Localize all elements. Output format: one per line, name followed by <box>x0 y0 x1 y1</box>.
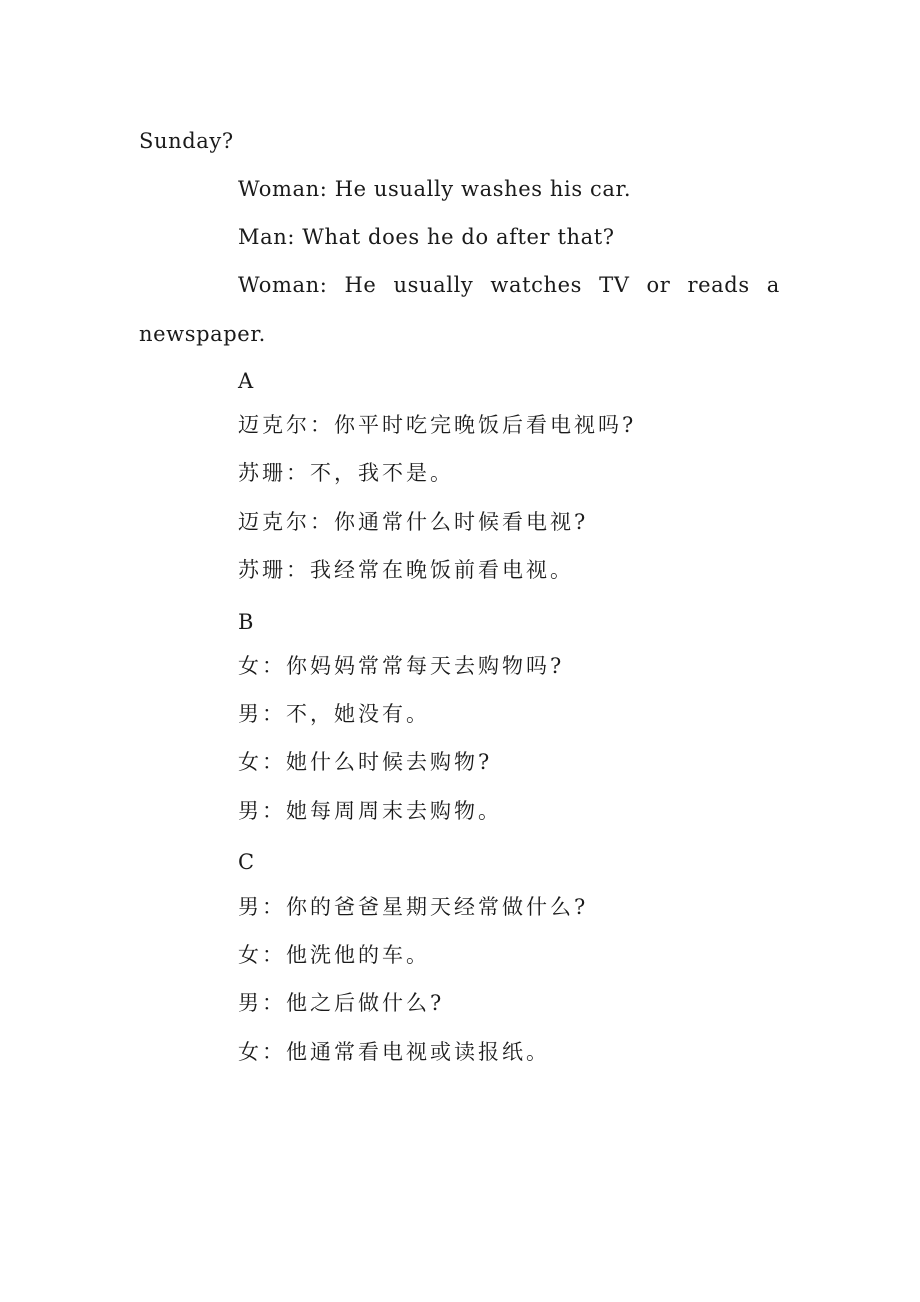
dialogue-line-c2: 女：他洗他的车。 <box>238 943 430 967</box>
section-label-c: C <box>238 850 255 874</box>
word: usually <box>393 273 474 297</box>
dialogue-line-c3: 男：他之后做什么? <box>238 991 445 1015</box>
word: Woman: <box>238 273 328 297</box>
word: watches <box>490 273 583 297</box>
word: reads <box>687 273 750 297</box>
section-label-a: A <box>238 369 254 393</box>
dialogue-line-b1: 女：你妈妈常常每天去购物吗? <box>238 654 565 678</box>
dialogue-line-a4: 苏珊：我经常在晚饭前看电视。 <box>238 558 574 582</box>
text-line-newspaper: newspaper. <box>139 322 266 346</box>
word: or <box>646 273 671 297</box>
dialogue-line-b4: 男：她每周周末去购物。 <box>238 799 502 823</box>
dialogue-line-a3: 迈克尔：你通常什么时候看电视? <box>238 510 589 534</box>
dialogue-line-c4: 女：他通常看电视或读报纸。 <box>238 1040 550 1064</box>
dialogue-line-c1: 男：你的爸爸星期天经常做什么? <box>238 895 589 919</box>
dialogue-line-woman-1: Woman: He usually washes his car. <box>238 177 632 201</box>
dialogue-line-b2: 男：不，她没有。 <box>238 702 430 726</box>
word: a <box>766 273 780 297</box>
dialogue-line-a2: 苏珊：不，我不是。 <box>238 461 454 485</box>
dialogue-line-man-1: Man: What does he do after that? <box>238 225 615 249</box>
section-label-b: B <box>238 610 254 634</box>
dialogue-line-b3: 女：她什么时候去购物? <box>238 750 493 774</box>
dialogue-line-woman-2 <box>238 270 780 300</box>
text-line-sunday: Sunday? <box>139 129 234 153</box>
word: He <box>344 273 377 297</box>
dialogue-line-a1: 迈克尔：你平时吃完晚饭后看电视吗? <box>238 413 637 437</box>
word: TV <box>599 273 630 297</box>
